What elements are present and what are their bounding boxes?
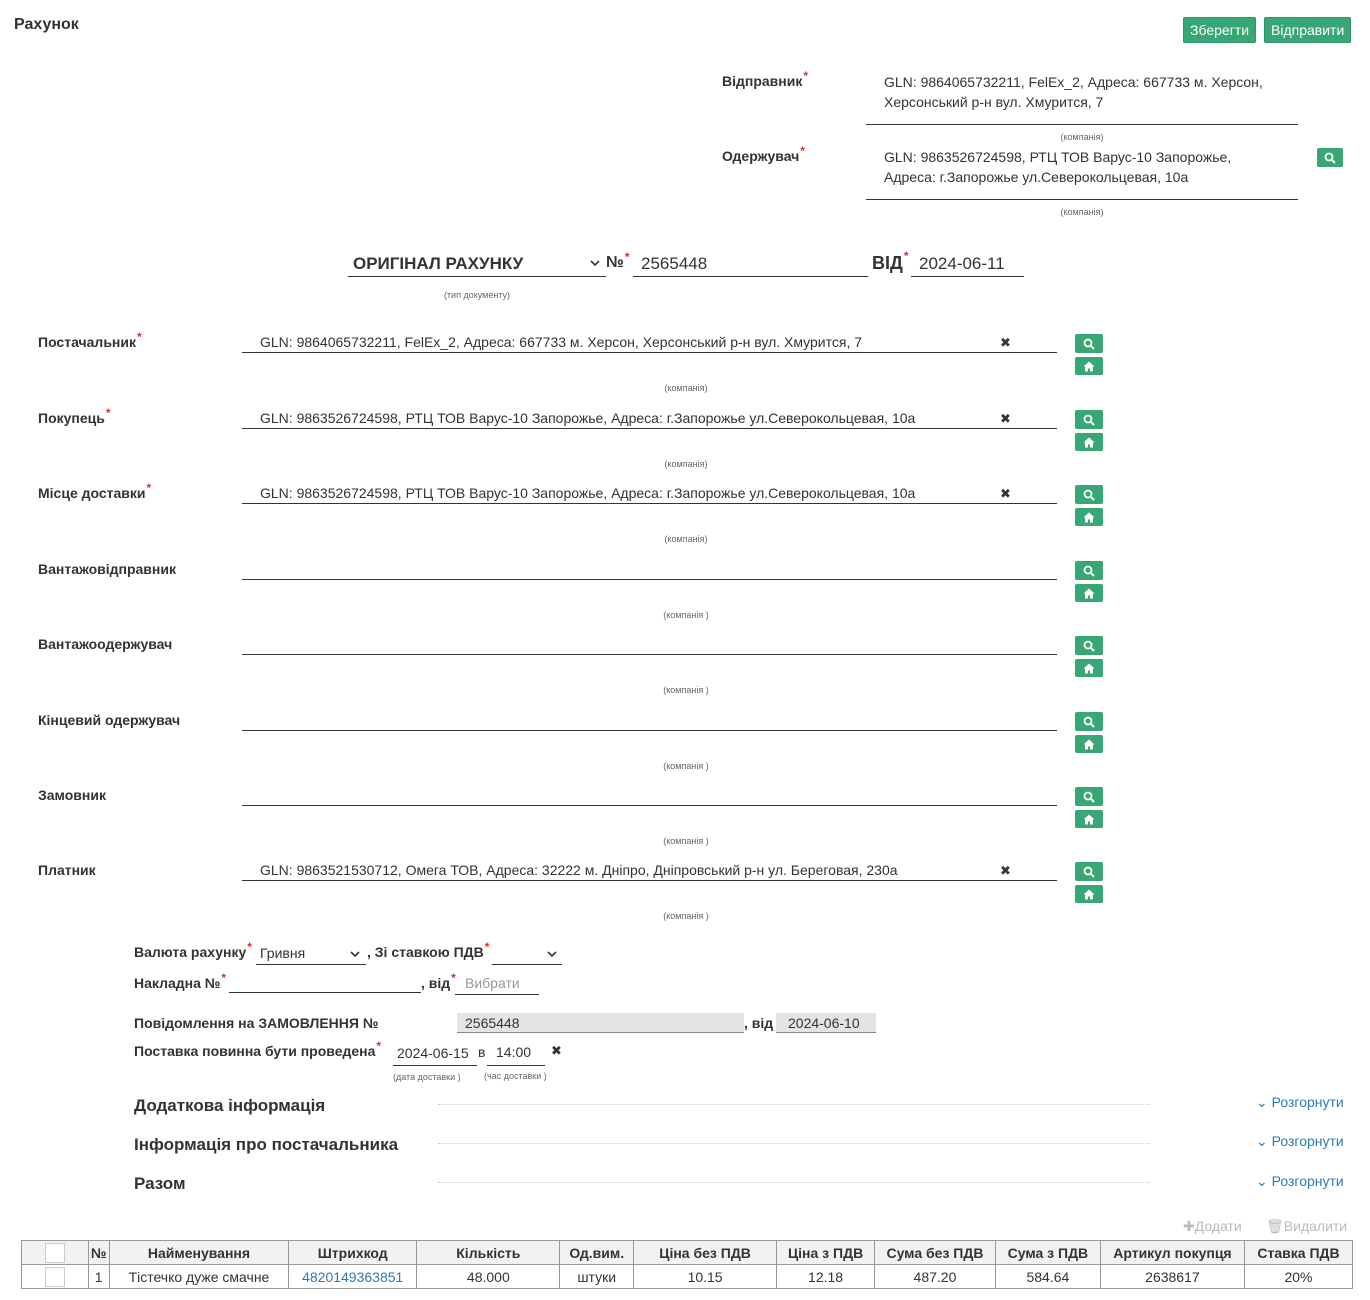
home-icon [1083,588,1095,599]
column-header: Сума з ПДВ [995,1241,1100,1265]
table-cell: 12.18 [777,1265,875,1289]
party-hint-shipper: (компанія ) [663,610,709,620]
section-total-title: Разом [134,1174,186,1193]
waybill-date-input[interactable] [455,973,539,995]
doc-number-label: №* [606,250,630,271]
table-row[interactable] [22,1265,1353,1289]
search-supplier-button[interactable] [1075,334,1103,353]
doc-type-value: ОРИГІНАЛ РАХУНКУ [353,254,524,273]
table-cell: 10.15 [634,1265,777,1289]
section-total-expand[interactable]: ⌄ Розгорнути [1256,1173,1344,1189]
receiver-label: Одержувач* [722,144,805,164]
plus-icon: ✚ [1183,1218,1195,1234]
receiver-value: GLN: 9863526724598, РТЦ ТОВ Варус-10 Запорожье, Адреса: г.Запорожье ул.Северокольцевая, 10а [884,149,1232,185]
column-header: № [88,1241,109,1265]
home-customer-button[interactable] [1075,810,1103,828]
column-header: Од.вим. [560,1241,634,1265]
search-icon [1083,791,1095,803]
table-cell: Тістечко дуже смачне [109,1265,288,1289]
home-icon [1083,361,1095,372]
section-supplier-info-title: Інформація про постачальника [134,1135,399,1154]
search-icon [1083,716,1095,728]
delivery-date-value: 2024-06-15 [397,1045,469,1061]
table-cell: штуки [560,1265,634,1289]
doc-number-value: 2565448 [641,254,708,273]
party-label-shipper: Вантажовідправник [38,561,176,577]
home-buyer-button[interactable] [1075,433,1103,451]
party-label-customer: Замовник [38,787,106,803]
home-icon [1083,512,1095,523]
order-date-value: 2024-06-10 [788,1015,860,1031]
column-header: Сума без ПДВ [874,1241,995,1265]
party-value-delivery-place: GLN: 9863526724598, РТЦ ТОВ Варус-10 Запорожье, Адреса: г.Запорожье ул.Северокольцевая, 10а [260,485,916,501]
search-icon [1083,338,1095,350]
search-buyer-button[interactable] [1075,410,1103,429]
search-final-receiver-button[interactable] [1075,712,1103,731]
order-number-value: 2565448 [465,1015,520,1031]
select-all-cell[interactable] [22,1241,89,1265]
waybill-number-input[interactable] [229,973,421,993]
table-cell: 48.000 [417,1265,560,1289]
section-additional-info-title: Додаткова інформація [134,1096,326,1115]
party-label-supplier: Постачальник* [38,330,142,350]
home-icon [1083,814,1095,825]
doc-date-label: ВІД* [872,249,909,273]
home-supplier-button[interactable] [1075,357,1103,375]
section-divider [438,1143,1150,1144]
table-cell: 584.64 [995,1265,1100,1289]
party-field-customer[interactable] [242,781,1057,806]
search-icon [1083,489,1095,501]
table-cell: 1 [88,1265,109,1289]
party-hint-payer: (компанія ) [663,911,709,921]
search-icon [1324,152,1336,164]
add-row-button[interactable]: ✚Додати [1183,1218,1242,1234]
sender-label: Відправник* [722,69,809,89]
section-divider [438,1104,1150,1105]
search-icon [1083,866,1095,878]
order-number-field [457,1013,744,1033]
search-customer-button[interactable] [1075,787,1103,806]
currency-label: Валюта рахунку* [134,940,252,960]
column-header: Артикул покупця [1100,1241,1244,1265]
delivery-date-hint: (дата доставки ) [393,1072,461,1082]
table-header-row [22,1241,1353,1265]
delete-row-button[interactable]: 🗑Видалити [1266,1218,1348,1234]
home-shipper-button[interactable] [1075,584,1103,602]
clear-buyer-button[interactable]: ✖ [1000,411,1011,426]
delivery-at-label: в [478,1044,486,1060]
doc-type-select[interactable] [348,251,606,277]
party-hint-consignee: (компанія ) [663,685,709,695]
chevron-down-icon: ⌄ [1256,1094,1268,1110]
party-hint-delivery-place: (компанія) [664,534,708,544]
order-label: Повідомлення на ЗАМОВЛЕННЯ № [134,1015,379,1031]
section-divider [438,1182,1150,1183]
party-hint-supplier: (компанія) [664,383,708,393]
party-hint-final-receiver: (компанія ) [663,761,709,771]
sender-value: GLN: 9864065732211, FelEx_2, Адреса: 667733 м. Херсон, Херсонський р-н вул. Хмурится, 7 [884,74,1263,110]
sender-field[interactable] [866,66,1298,125]
home-payer-button[interactable] [1075,885,1103,903]
delivery-clear-button[interactable]: ✖ [551,1043,562,1058]
home-consignee-button[interactable] [1075,659,1103,677]
party-label-payer: Платник [38,862,96,878]
currency-value: Гривня [260,945,306,961]
send-button[interactable]: Відправити [1264,17,1351,43]
column-header: Найменування [109,1241,288,1265]
doc-date-value: 2024-06-11 [919,254,1005,273]
search-delivery-place-button[interactable] [1075,485,1103,504]
doc-type-hint: (тип документу) [443,290,511,300]
search-payer-button[interactable] [1075,862,1103,881]
table-cell: 20% [1245,1265,1353,1289]
table-cell[interactable]: 4820149363851 [289,1265,417,1289]
search-icon [1083,640,1095,652]
doc-number-input[interactable] [633,251,868,277]
column-header: Ціна з ПДВ [777,1241,875,1265]
delivery-date-input[interactable] [393,1042,477,1066]
receiver-search-button[interactable] [1317,148,1343,167]
party-hint-customer: (компанія ) [663,836,709,846]
party-hint-buyer: (компанія) [664,459,708,469]
order-date-field [776,1013,876,1033]
waybill-date-label: , від* [421,971,456,991]
clear-payer-button[interactable]: ✖ [1000,863,1011,878]
delivery-time-input[interactable] [487,1042,545,1066]
home-icon [1083,739,1095,750]
clear-delivery-place-button[interactable]: ✖ [1000,486,1011,501]
column-header: Кількість [417,1241,560,1265]
party-label-buyer: Покупець* [38,406,111,426]
party-value-buyer: GLN: 9863526724598, РТЦ ТОВ Варус-10 Запорожье, Адреса: г.Запорожье ул.Северокольцевая, 10а [260,410,916,426]
delivery-time-hint: (час доставки ) [484,1071,547,1081]
party-field-shipper[interactable] [242,555,1057,580]
search-consignee-button[interactable] [1075,636,1103,655]
table-cell: 2638617 [1100,1265,1244,1289]
chevron-down-icon: ⌄ [1256,1173,1268,1189]
chevron-down-icon [590,260,600,267]
search-icon [1083,414,1095,426]
section-supplier-info-expand[interactable]: ⌄ Розгорнути [1256,1133,1344,1149]
party-label-final-receiver: Кінцевий одержувач [38,712,181,728]
delivery-time-value: 14:00 [496,1044,532,1060]
table-cell: 487.20 [874,1265,995,1289]
receiver-hint: (компанія) [1060,207,1104,217]
home-icon [1083,663,1095,674]
delivery-label: Поставка повинна бути проведена* [134,1039,382,1059]
vat-select[interactable] [492,943,562,965]
party-label-consignee: Вантажоодержувач [38,636,173,652]
chevron-down-icon [547,951,557,958]
doc-date-input[interactable] [911,251,1024,277]
party-field-final-receiver[interactable] [242,706,1057,731]
sender-hint: (компанія) [1060,132,1104,142]
items-table [21,1240,1353,1289]
trash-icon: 🗑 [1266,1218,1284,1234]
select-all-checkbox[interactable] [45,1243,65,1263]
row-select-cell[interactable] [22,1265,89,1289]
party-value-payer: GLN: 9863521530712, Омега ТОВ, Адреса: 32222 м. Дніпро, Дніпровський р-н ул. Береговая, 230а [260,862,898,878]
vat-label: , Зі ставкою ПДВ* [367,940,490,960]
search-icon [1083,565,1095,577]
search-shipper-button[interactable] [1075,561,1103,580]
save-button[interactable]: Зберегти [1183,17,1256,43]
column-header: Штрихкод [289,1241,417,1265]
chevron-down-icon: ⌄ [1256,1133,1268,1149]
waybill-date-placeholder: Вибрати [465,975,520,991]
currency-select[interactable] [256,943,366,965]
home-delivery-place-button[interactable] [1075,508,1103,526]
clear-supplier-button[interactable]: ✖ [1000,335,1011,350]
section-additional-info-expand[interactable]: ⌄ Розгорнути [1256,1094,1344,1110]
row-checkbox[interactable] [45,1267,65,1287]
chevron-down-icon [350,951,360,958]
home-final-receiver-button[interactable] [1075,735,1103,753]
column-header: Ціна без ПДВ [634,1241,777,1265]
home-icon [1083,889,1095,900]
party-label-delivery-place: Місце доставки* [38,481,152,501]
order-date-label: , від [744,1015,774,1031]
page-title: Рахунок [14,16,79,33]
receiver-field[interactable] [866,141,1298,200]
party-field-consignee[interactable] [242,630,1057,655]
home-icon [1083,437,1095,448]
column-header: Ставка ПДВ [1245,1241,1353,1265]
party-value-supplier: GLN: 9864065732211, FelEx_2, Адреса: 667733 м. Херсон, Херсонський р-н вул. Хмурится, 7 [260,334,863,350]
waybill-label: Накладна №* [134,971,227,991]
